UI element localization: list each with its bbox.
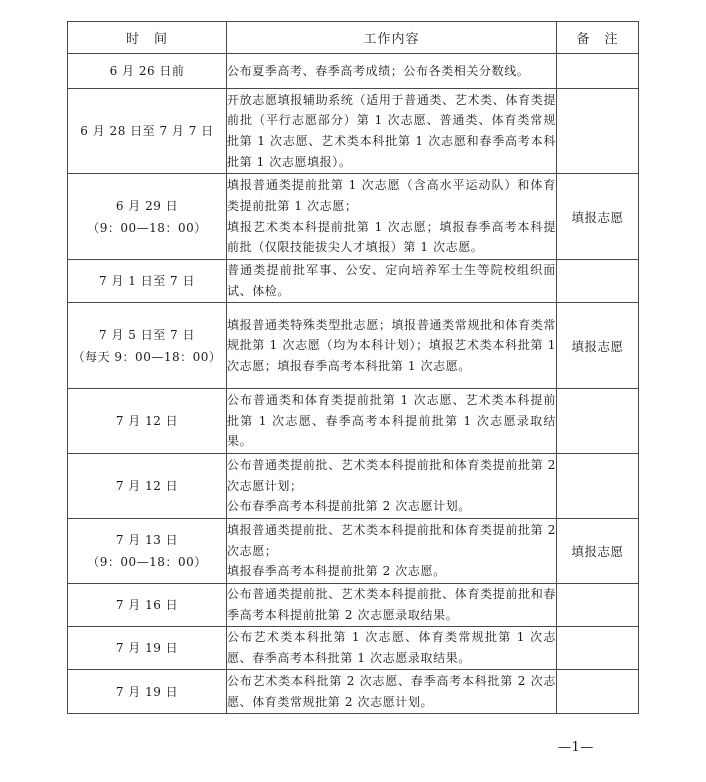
time-line: 6 月 29 日	[115, 198, 179, 213]
content-cell	[227, 89, 557, 174]
note-cell: 填报志愿	[557, 303, 639, 389]
content-cell	[227, 260, 557, 303]
content-cell	[227, 627, 557, 670]
note-cell	[557, 54, 639, 89]
header-time: 时 间	[68, 22, 227, 54]
table-row	[68, 260, 639, 303]
note-cell: 填报志愿	[557, 519, 639, 584]
time-line: 6 月 26 日前	[109, 64, 185, 78]
note-cell	[557, 627, 639, 670]
note-cell	[557, 89, 639, 174]
content-paragraph: 公布普通类和体育类提前批第 1 次志愿、艺术类本科提前批第 1 次志愿、春季高考本科提前批第 1 次志愿录取结果。	[227, 393, 556, 449]
time-cell	[68, 389, 227, 454]
note-cell	[557, 454, 639, 519]
table-row	[68, 670, 639, 714]
content-paragraph: 公布普通类提前批、艺术类本科提前批、体育类提前批和春季高考本科提前批第 2 次志愿录取结果。	[227, 587, 556, 622]
content-paragraph: 填报艺术类本科提前批第 1 次志愿；填报春季高考本科提前批（仅限技能拔尖人才填报）第 1 次志愿。	[227, 219, 556, 255]
time-cell	[68, 627, 227, 670]
time-line: 7 月 5 日至 7 日	[99, 327, 195, 342]
content-cell	[227, 670, 557, 714]
content-cell	[227, 519, 557, 584]
table-row	[68, 54, 639, 89]
content-paragraph: 公布春季高考本科提前批第 2 次志愿计划。	[227, 499, 471, 514]
time-cell	[68, 519, 227, 584]
table-row	[68, 519, 639, 584]
time-line: 7 月 19 日	[115, 641, 179, 655]
content-paragraph: 开放志愿填报辅助系统（适用于普通类、艺术类、体育类提前批（平行志愿部分）第 1 次志愿、普通类、体育类常规批第 1 次志愿、艺术类本科批第 1 次志愿和春季高考本科批第 1 次志愿填报）。	[227, 92, 556, 169]
table-row	[68, 389, 639, 454]
time-line: （9：00—18：00）	[87, 555, 207, 569]
schedule-table	[67, 21, 639, 714]
note-cell: 填报志愿	[557, 174, 639, 260]
time-line: 7 月 16 日	[115, 598, 179, 612]
note-cell	[557, 584, 639, 627]
table-row	[68, 627, 639, 670]
table-row	[68, 584, 639, 627]
content-paragraph: 填报普通类提前批、艺术类本科提前批和体育类提前批第 2 次志愿；	[227, 523, 556, 558]
page-number: —1—	[558, 740, 594, 755]
time-line: 7 月 19 日	[115, 684, 179, 699]
content-cell	[227, 54, 557, 89]
note-cell	[557, 260, 639, 303]
header-content: 工作内容	[227, 22, 557, 54]
time-cell	[68, 303, 227, 389]
time-cell	[68, 174, 227, 260]
content-cell	[227, 389, 557, 454]
time-line: （9：00—18：00）	[87, 220, 207, 235]
time-line: 6 月 28 日至 7 月 7 日	[80, 124, 214, 138]
time-line: 7 月 13 日	[115, 533, 179, 547]
time-line: 7 月 12 日	[115, 414, 179, 428]
time-cell	[68, 670, 227, 714]
note-cell	[557, 670, 639, 714]
content-paragraph: 公布艺术类本科批第 1 次志愿、体育类常规批第 1 次志愿、春季高考本科批第 1 次志愿录取结果。	[227, 630, 556, 665]
content-cell	[227, 584, 557, 627]
table-row	[68, 89, 639, 174]
header-note: 备 注	[557, 22, 639, 54]
content-cell	[227, 454, 557, 519]
time-cell	[68, 260, 227, 303]
content-paragraph: 填报普通类提前批第 1 次志愿（含高水平运动队）和体育类提前批第 1 次志愿；	[227, 178, 556, 213]
time-cell	[68, 584, 227, 627]
table-row	[68, 174, 639, 260]
content-paragraph: 公布夏季高考、春季高考成绩；公布各类相关分数线。	[227, 63, 530, 78]
time-line: 7 月 1 日至 7 日	[99, 274, 195, 288]
content-paragraph: 普通类提前批军事、公安、定向培养军士生等院校组织面试、体检。	[227, 263, 556, 298]
time-cell	[68, 54, 227, 89]
content-paragraph: 填报春季高考本科提前批第 2 次志愿。	[227, 564, 446, 579]
time-line: （每天 9：00—18：00）	[72, 349, 222, 364]
time-cell	[68, 454, 227, 519]
note-cell	[557, 389, 639, 454]
content-paragraph: 公布艺术类本科批第 2 次志愿、春季高考本科批第 2 次志愿、体育类常规批第 2 次志愿计划。	[227, 673, 556, 709]
content-paragraph: 公布普通类提前批、艺术类本科提前批和体育类提前批第 2 次志愿计划；	[227, 458, 556, 493]
time-line: 7 月 12 日	[115, 479, 179, 493]
content-paragraph: 填报普通类特殊类型批志愿；填报普通类常规批和体育类常规批第 1 次志愿（均为本科计划）；填报艺术类本科批第 1 次志愿；填报春季高考本科批第 1 次志愿。	[227, 317, 556, 373]
time-cell	[68, 89, 227, 174]
content-cell	[227, 303, 557, 389]
table-row	[68, 303, 639, 389]
content-cell	[227, 174, 557, 260]
table-row	[68, 454, 639, 519]
table-header-row	[68, 22, 639, 54]
